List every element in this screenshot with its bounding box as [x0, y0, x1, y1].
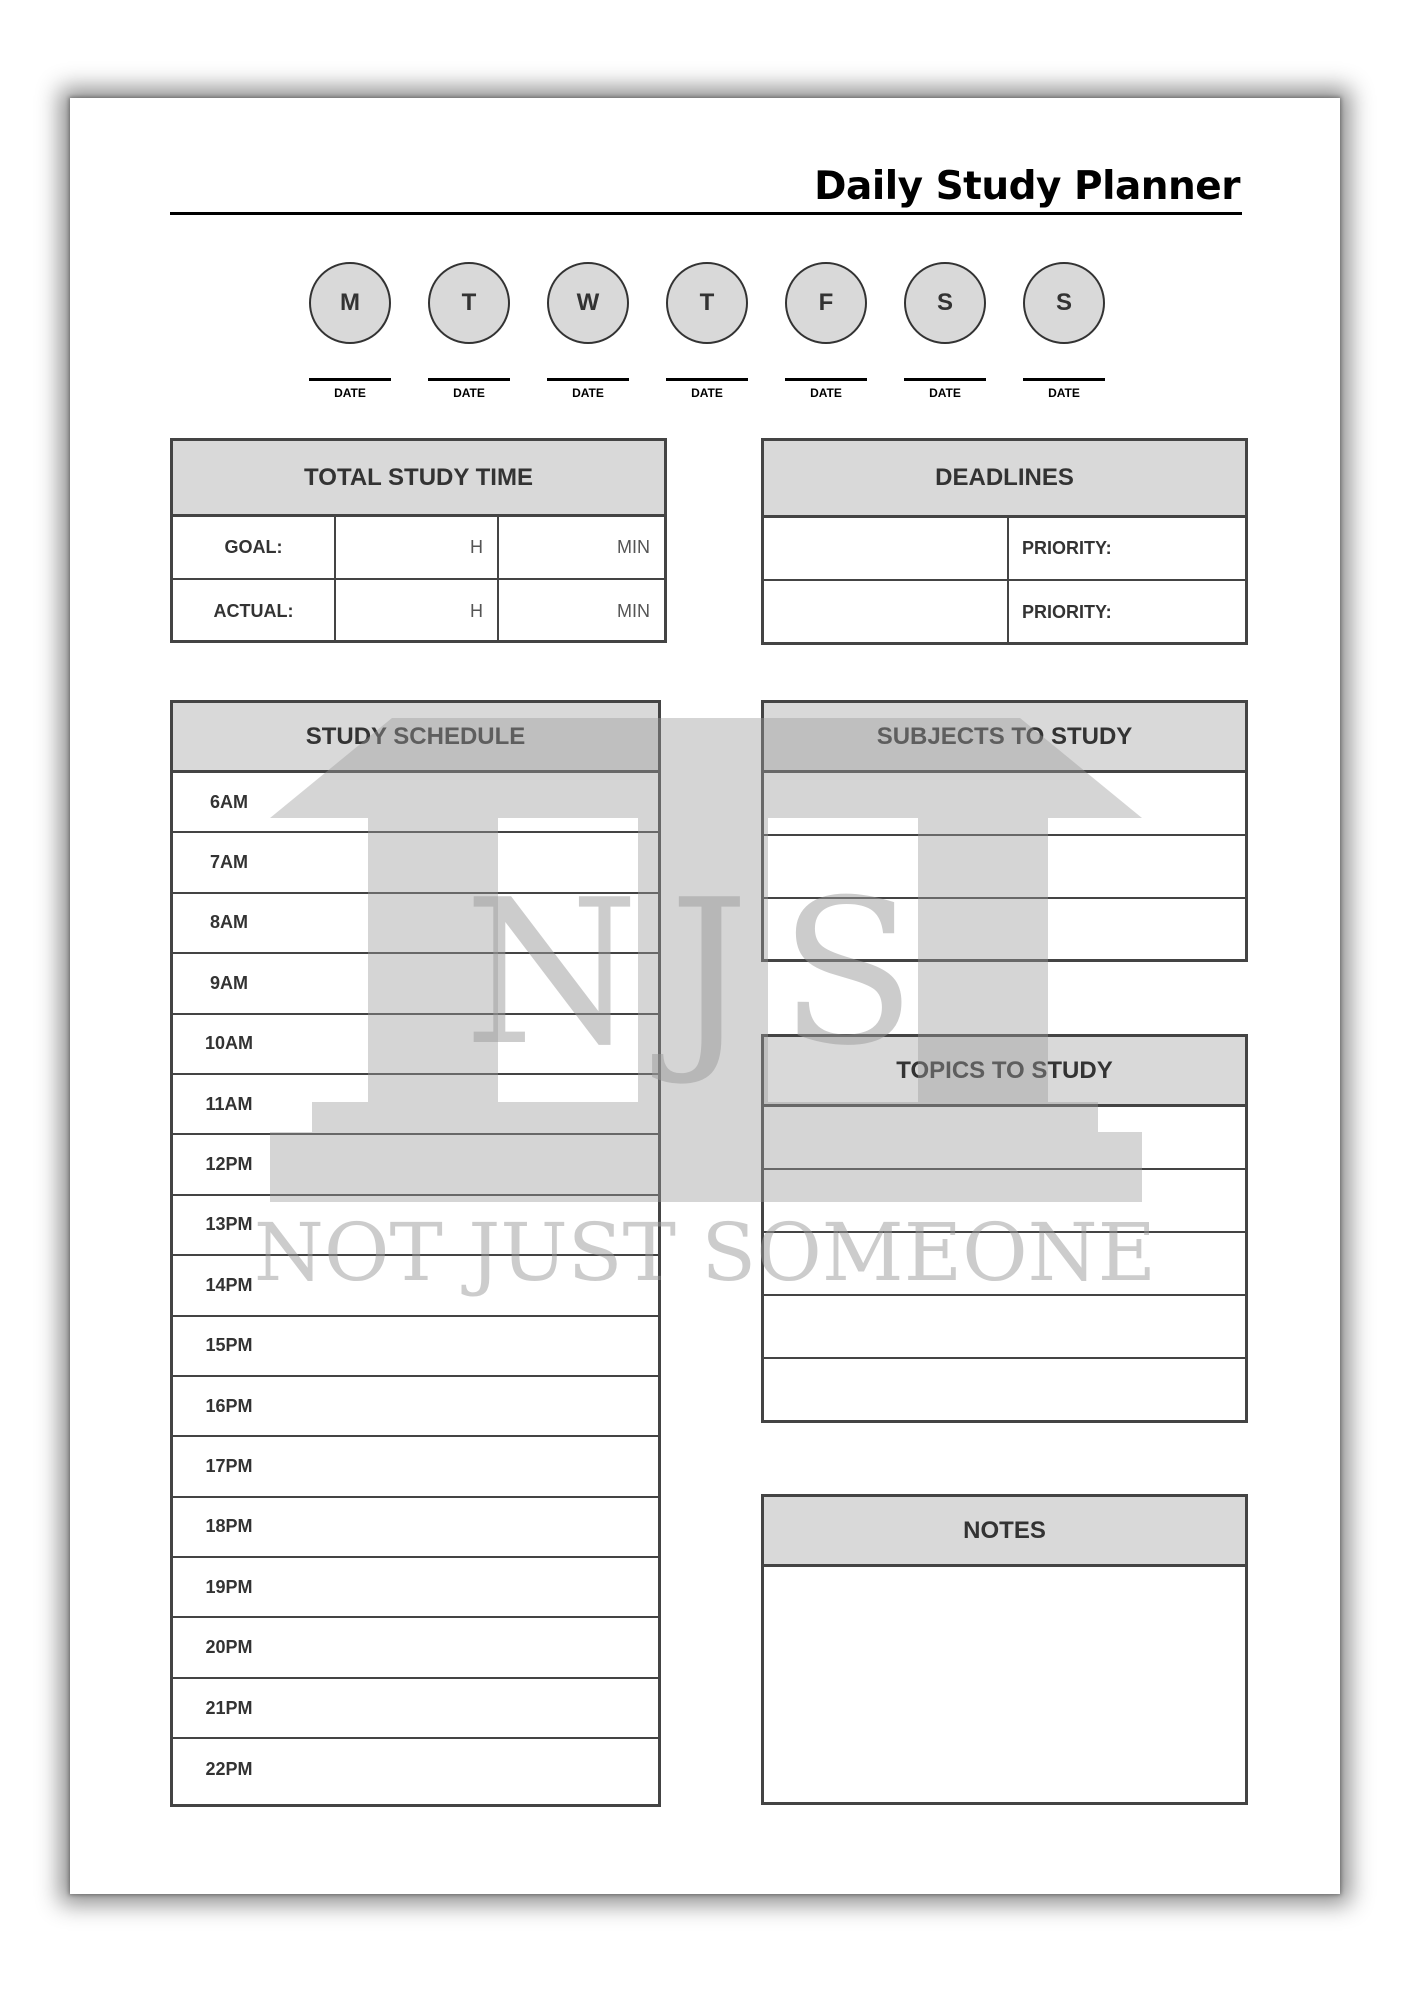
total-study-time-box — [170, 438, 667, 643]
schedule-time: 7AM — [209, 852, 248, 873]
schedule-time: 9AM — [209, 972, 248, 993]
schedule-row[interactable] — [173, 1135, 658, 1195]
notes-area[interactable] — [764, 1567, 1245, 1802]
actual-hours-field[interactable]: H — [336, 580, 499, 643]
actual-label: ACTUAL: — [173, 580, 336, 643]
schedule-time: 6AM — [209, 791, 248, 812]
day-circle[interactable]: F — [785, 262, 867, 344]
goal-minutes-field[interactable]: MIN — [617, 537, 650, 557]
day-circle[interactable]: S — [904, 262, 986, 344]
day-tuesday[interactable] — [428, 262, 510, 400]
day-thursday[interactable] — [666, 262, 748, 400]
topic-line[interactable] — [764, 1359, 1245, 1422]
deadline-row — [764, 518, 1245, 581]
schedule-time: 8AM — [209, 912, 248, 933]
schedule-time: 17PM — [205, 1455, 253, 1476]
day-circle[interactable]: T — [428, 262, 510, 344]
date-line — [428, 378, 510, 381]
subject-line[interactable] — [764, 773, 1245, 836]
date-line — [547, 378, 629, 381]
schedule-row[interactable] — [173, 773, 658, 833]
date-line — [904, 378, 986, 381]
total-study-time-heading: TOTAL STUDY TIME — [173, 441, 664, 517]
date-line — [1023, 378, 1105, 381]
schedule-row[interactable] — [173, 833, 658, 893]
priority-label[interactable]: PRIORITY: — [1022, 602, 1112, 622]
schedule-time: 12PM — [205, 1154, 253, 1175]
date-line — [309, 378, 391, 381]
date-line — [785, 378, 867, 381]
date-label: DATE — [810, 386, 842, 400]
topic-line[interactable] — [764, 1233, 1245, 1296]
schedule-row[interactable] — [173, 1317, 658, 1377]
subjects-to-study-box — [761, 700, 1248, 962]
deadlines-box — [761, 438, 1248, 645]
schedule-time: 16PM — [205, 1395, 253, 1416]
notes-box — [761, 1494, 1248, 1805]
page-title: Daily Study Planner — [814, 164, 1240, 209]
schedule-row[interactable] — [173, 1196, 658, 1256]
day-monday[interactable] — [309, 262, 391, 400]
date-label: DATE — [572, 386, 604, 400]
day-friday[interactable] — [785, 262, 867, 400]
goal-label: GOAL: — [173, 517, 336, 578]
schedule-row[interactable] — [173, 1437, 658, 1497]
date-line — [666, 378, 748, 381]
schedule-time: 10AM — [204, 1033, 253, 1054]
schedule-row[interactable] — [173, 1679, 658, 1739]
topic-line[interactable] — [764, 1296, 1245, 1359]
topic-line[interactable] — [764, 1107, 1245, 1170]
schedule-row[interactable] — [173, 894, 658, 954]
schedule-time: 13PM — [205, 1214, 253, 1235]
notes-heading: NOTES — [764, 1497, 1245, 1567]
deadline-field[interactable] — [764, 518, 1009, 579]
schedule-row[interactable] — [173, 1498, 658, 1558]
day-saturday[interactable] — [904, 262, 986, 400]
day-circle[interactable]: S — [1023, 262, 1105, 344]
schedule-time: 11AM — [205, 1093, 253, 1114]
schedule-time: 21PM — [205, 1697, 253, 1718]
priority-label[interactable]: PRIORITY: — [1022, 538, 1112, 558]
day-circle[interactable]: W — [547, 262, 629, 344]
topic-line[interactable] — [764, 1170, 1245, 1233]
subjects-to-study-heading: SUBJECTS TO STUDY — [764, 703, 1245, 773]
day-wednesday[interactable] — [547, 262, 629, 400]
schedule-time: 14PM — [205, 1274, 253, 1295]
schedule-time: 18PM — [205, 1516, 253, 1537]
subject-line[interactable] — [764, 836, 1245, 899]
schedule-time: 20PM — [205, 1637, 253, 1658]
schedule-row[interactable] — [173, 1618, 658, 1678]
topics-to-study-heading: TOPICS TO STUDY — [764, 1037, 1245, 1107]
day-circle[interactable]: T — [666, 262, 748, 344]
date-label: DATE — [453, 386, 485, 400]
deadlines-heading: DEADLINES — [764, 441, 1245, 518]
schedule-time: 22PM — [205, 1758, 253, 1779]
study-schedule-heading: STUDY SCHEDULE — [173, 703, 658, 773]
schedule-row[interactable] — [173, 1558, 658, 1618]
title-underline — [170, 212, 1242, 215]
watermark-monogram: NJS — [463, 857, 947, 1090]
actual-row — [173, 580, 664, 643]
schedule-row[interactable] — [173, 1075, 658, 1135]
schedule-row[interactable] — [173, 1256, 658, 1316]
actual-minutes-field[interactable]: MIN — [617, 601, 650, 621]
deadline-row — [764, 581, 1245, 644]
day-circle[interactable]: M — [309, 262, 391, 344]
goal-row — [173, 517, 664, 580]
date-label: DATE — [929, 386, 961, 400]
schedule-row[interactable] — [173, 1015, 658, 1075]
schedule-row[interactable] — [173, 1739, 658, 1799]
deadline-field[interactable] — [764, 581, 1009, 644]
date-label: DATE — [691, 386, 723, 400]
study-schedule-box — [170, 700, 661, 1807]
watermark-tagline: NOT JUST SOMEONE — [253, 1206, 1157, 1299]
schedule-time: 15PM — [205, 1335, 253, 1356]
schedule-row[interactable] — [173, 1377, 658, 1437]
goal-hours-field[interactable]: H — [336, 517, 499, 578]
subject-line[interactable] — [764, 899, 1245, 962]
day-sunday[interactable] — [1023, 262, 1105, 400]
schedule-time: 19PM — [205, 1576, 253, 1597]
date-label: DATE — [1048, 386, 1080, 400]
date-label: DATE — [334, 386, 366, 400]
topics-to-study-box — [761, 1034, 1248, 1423]
schedule-row[interactable] — [173, 954, 658, 1014]
